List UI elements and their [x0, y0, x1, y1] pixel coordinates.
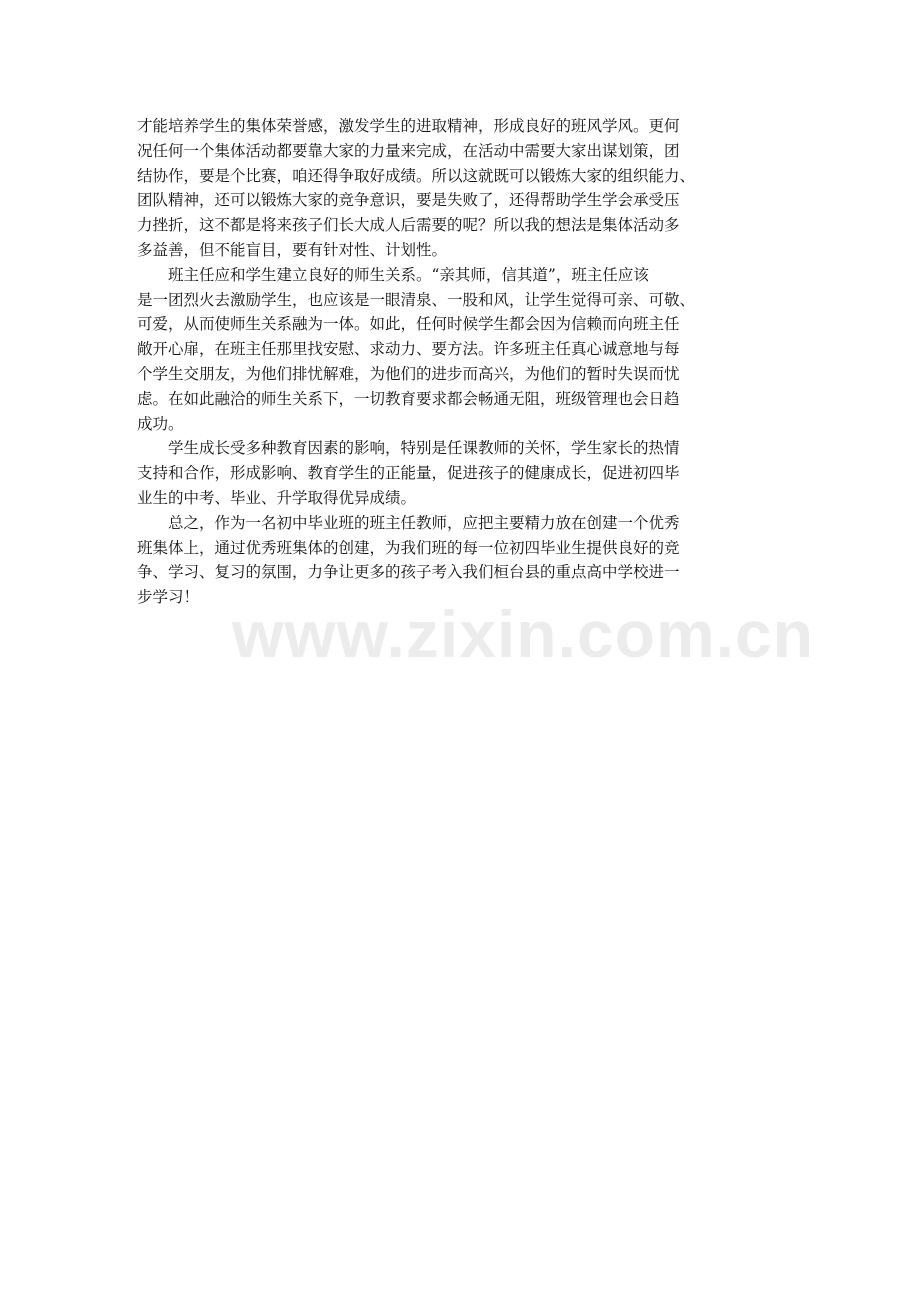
paragraph-1 — [137, 114, 787, 263]
text-line: 支持和合作，形成影响、教育学生的正能量，促进孩子的健康成长，促进初四毕 — [137, 464, 680, 483]
paragraph-3 — [137, 436, 787, 510]
text-line: 总之，作为一名初中毕业班的班主任教师，应把主要精力放在创建一个优秀 — [137, 513, 680, 532]
watermark: www.zixin.com.cn — [232, 597, 814, 671]
text-line: 况任何一个集体活动都要靠大家的力量来完成，在活动中需要大家出谋划策，团 — [137, 141, 680, 160]
text-line: 争、学习、复习的氛围，力争让更多的孩子考入我们桓台县的重点高中学校进一 — [137, 563, 680, 582]
text-line: 班集体上，通过优秀班集体的创建，为我们班的每一位初四毕业生提供良好的竞 — [137, 538, 680, 557]
text-line: 是一团烈火去激励学生，也应该是一眼清泉、一股和风，让学生觉得可亲、可敬、 — [137, 290, 696, 309]
text-line: 多益善，但不能盲目，要有针对性、计划性。 — [137, 240, 448, 259]
text-line: 成功。 — [137, 414, 184, 433]
text-line: 敞开心扉，在班主任那里找安慰、求动力、要方法。许多班主任真心诚意地与每 — [137, 340, 680, 359]
text-line: 可爱，从而使师生关系融为一体。如此，任何时候学生都会因为信赖而向班主任 — [137, 315, 680, 334]
text-line: 团队精神，还可以锻炼大家的竞争意识，要是失败了，还得帮助学生学会承受压 — [137, 191, 680, 210]
text-line: 力挫折，这不都是将来孩子们长大成人后需要的呢？所以我的想法是集体活动多 — [137, 216, 680, 235]
paragraph-2 — [137, 263, 787, 437]
text-line: 虑。在如此融洽的师生关系下，一切教育要求都会畅通无阻，班级管理也会日趋 — [137, 389, 680, 408]
text-line: 步学习！ — [137, 588, 200, 607]
text-line: 班主任应和学生建立良好的师生关系。“亲其师，信其道”，班主任应该 — [137, 265, 649, 284]
text-line: 结协作，要是个比赛，咱还得争取好成绩。所以这就既可以锻炼大家的组织能力、 — [137, 166, 696, 185]
text-line: 个学生交朋友，为他们排忧解难，为他们的进步而高兴，为他们的暂时失误而忧 — [137, 364, 680, 383]
document-body — [137, 114, 787, 610]
paragraph-4 — [137, 511, 787, 610]
text-line: 业生的中考、毕业、升学取得优异成绩。 — [137, 488, 417, 507]
text-line: 学生成长受多种教育因素的影响，特别是任课教师的关怀，学生家长的热情 — [137, 439, 680, 458]
text-line: 才能培养学生的集体荣誉感，激发学生的进取精神，形成良好的班风学风。更何 — [137, 117, 680, 135]
